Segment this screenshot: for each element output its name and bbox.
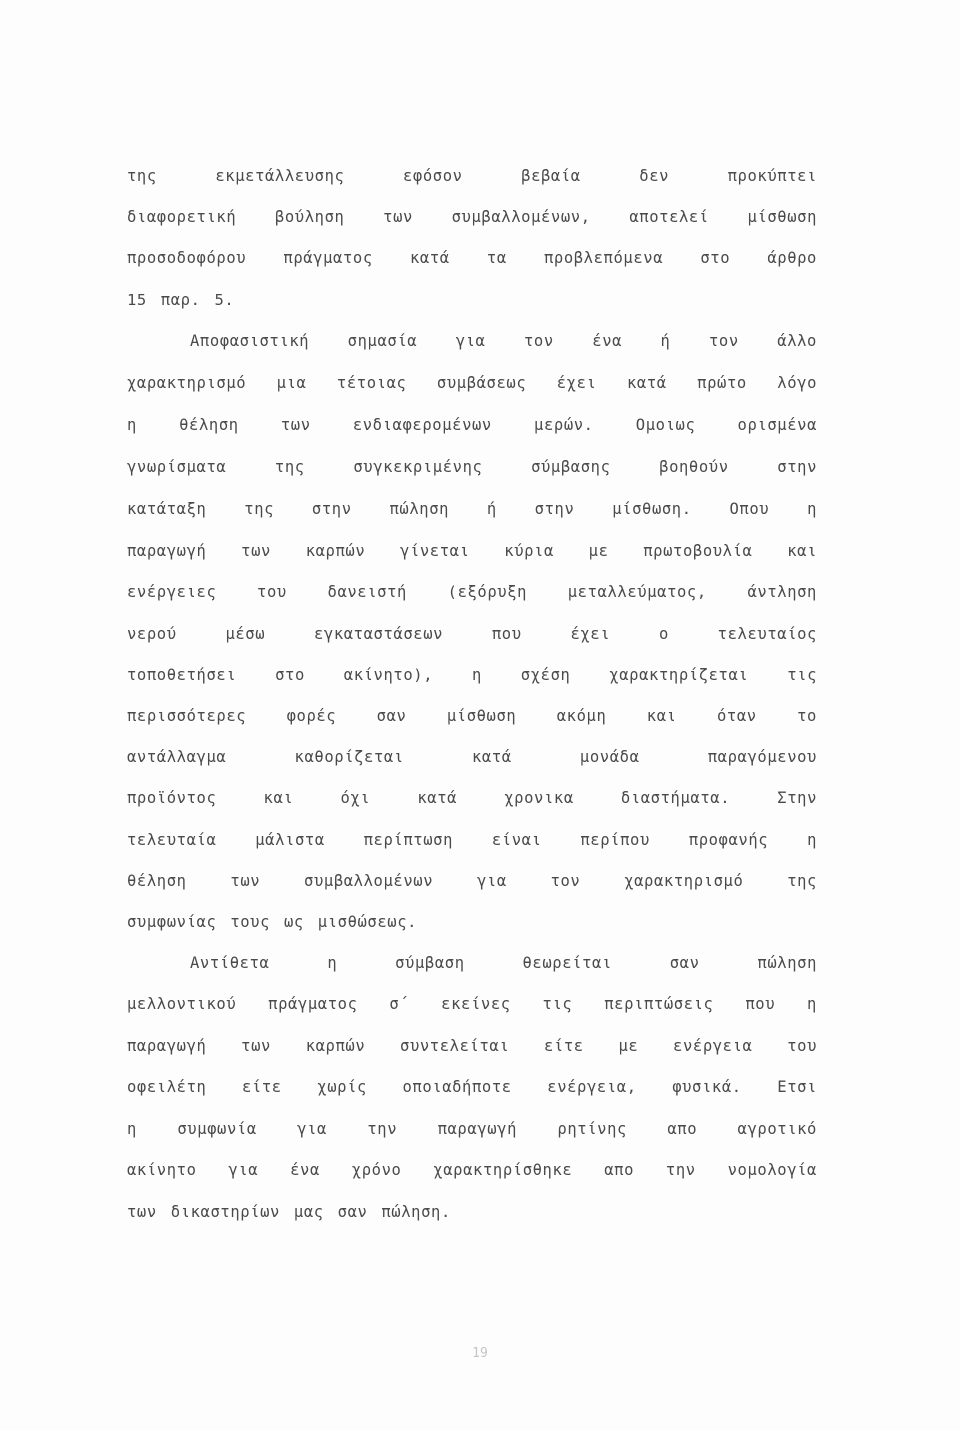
text-line: μελλοντικού πράγματος σ΄ εκείνες τις περιπτώσεις που η [127, 995, 817, 1013]
text-line: παραγωγή των καρπών γίνεται κύρια με πρωτοβουλία και [127, 542, 817, 560]
text-line: ακίνητο για ένα χρόνο χαρακτηρίσθηκε απο την νομολογία [127, 1161, 817, 1179]
text-line: θέληση των συμβαλλομένων για τον χαρακτηρισμό της [127, 872, 817, 890]
text-line: της εκμετάλλευσης εφόσον βεβαία δεν προκύπτει [127, 167, 817, 185]
text-line: γνωρίσματα της συγκεκριμένης σύμβασης βοηθούν στην [127, 458, 817, 476]
text-line: παραγωγή των καρπών συντελείται είτε με ενέργεια του [127, 1037, 817, 1055]
text-line: τοποθετήσει στο ακίνητο), η σχέση χαρακτηρίζεται τις [127, 666, 817, 684]
page-number: 19 [472, 1346, 488, 1361]
text-line: διαφορετική βούληση των συμβαλλομένων, αποτελεί μίσθωση [127, 208, 817, 226]
text-line: τελευταία μάλιστα περίπτωση είναι περίπου προφανής η [127, 831, 817, 849]
text-line: χαρακτηρισμό μια τέτοιας συμβάσεως έχει κατά πρώτο λόγο [127, 374, 817, 392]
text-line: προσοδοφόρου πράγματος κατά τα προβλεπόμενα στο άρθρο [127, 249, 817, 267]
text-line: νερού μέσω εγκαταστάσεων που έχει ο τελευταίος [127, 625, 817, 643]
text-line: των δικαστηρίων μας σαν πώληση. [127, 1203, 451, 1221]
text-line: η συμφωνία για την παραγωγή ρητίνης απο αγροτικό [127, 1120, 817, 1138]
text-line: Αντίθετα η σύμβαση θεωρείται σαν πώληση [190, 954, 817, 972]
text-line: συμφωνίας τους ως μισθώσεως. [127, 913, 418, 931]
text-line: αντάλλαγμα καθορίζεται κατά μονάδα παραγόμενου [127, 748, 817, 766]
text-line: ενέργειες του δανειστή (εξόρυξη μεταλλεύματος, άντληση [127, 583, 817, 601]
text-line: 15 παρ. 5. [127, 291, 235, 309]
text-line: η θέληση των ενδιαφερομένων μερών. Ομοιως ορισμένα [127, 416, 817, 434]
text-line: οφειλέτη είτε χωρίς οποιαδήποτε ενέργεια, φυσικά. Ετσι [127, 1078, 817, 1096]
text-line: Αποφασιστική σημασία για τον ένα ή τον άλλο [190, 332, 817, 350]
text-line: προϊόντος και όχι κατά χρονικα διαστήματα. Στην [127, 789, 817, 807]
text-line: κατάταξη της στην πώληση ή στην μίσθωση. Οπου η [127, 500, 817, 518]
text-line: περισσότερες φορές σαν μίσθωση ακόμη και όταν το [127, 707, 817, 725]
